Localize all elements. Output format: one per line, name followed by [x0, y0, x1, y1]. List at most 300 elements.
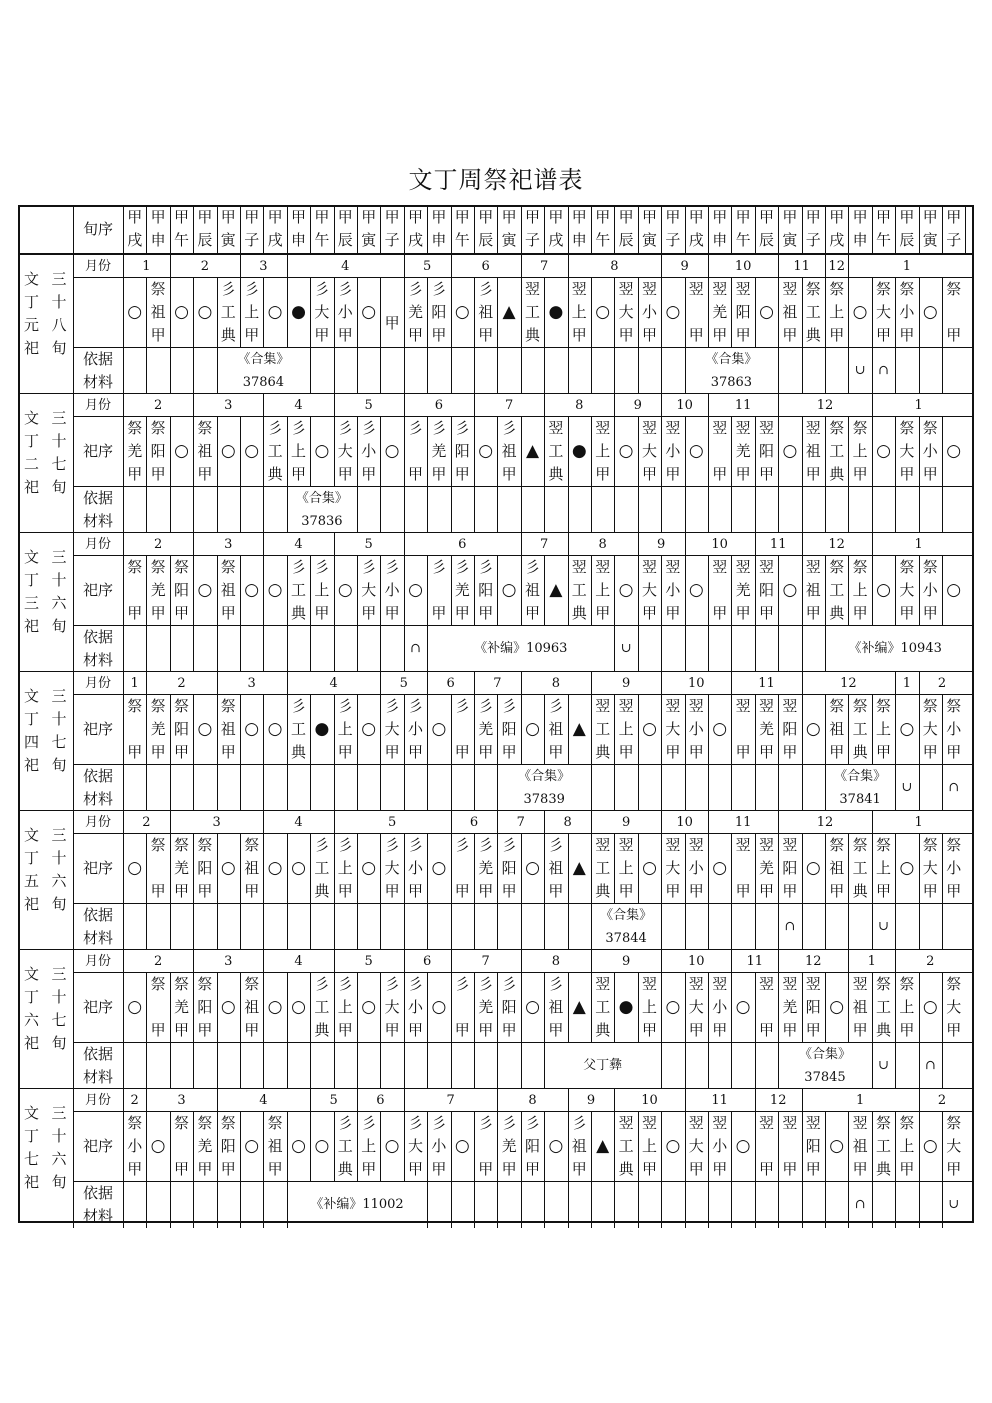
basis-column-line [217, 625, 218, 672]
month-label-text: 4 [294, 815, 303, 830]
basis-column-line [802, 486, 803, 533]
sequence-cell-text: 大 [946, 997, 962, 1016]
basis-column-line [497, 1042, 498, 1089]
basis-column-line [942, 486, 943, 533]
sequence-cell-text: 甲 [946, 1159, 962, 1178]
sequence-cell-text: 阳 [758, 580, 774, 599]
sequence-cell-text: ○ [150, 1135, 166, 1156]
block-title-left-text: 祀 [23, 1173, 39, 1191]
header-cell-text: 午 [735, 231, 751, 249]
sequence-cell-text: 彡 [454, 696, 470, 715]
sequence-cell [685, 694, 708, 764]
month-label [404, 255, 451, 277]
block-title-right-text: 旬 [51, 617, 67, 635]
sequence-cell-text: 工 [875, 997, 891, 1016]
month-label-text: 9 [657, 537, 666, 552]
header-cell-text: 戌 [127, 231, 143, 249]
basis-column-line [591, 347, 592, 394]
month-label [895, 950, 965, 972]
sequence-cell-text: ▲ [502, 301, 516, 322]
sequence-cell-text: 彡 [220, 279, 236, 298]
sequence-cell [755, 694, 778, 764]
sequence-cell-text: ○ [267, 301, 283, 322]
month-label [287, 672, 381, 694]
header-cell [287, 205, 310, 253]
sequence-cell [427, 972, 450, 1042]
month-label [123, 950, 193, 972]
basis-column-line [685, 1181, 686, 1228]
sequence-cell-text: 上 [618, 719, 634, 738]
sequence-cell-text: 工 [595, 719, 611, 738]
sequence-cell-text: 甲 [337, 742, 353, 761]
sequence-cell-text: 祭 [899, 557, 915, 576]
block-title-left-text: 丁 [23, 710, 39, 728]
header-cell-text: 甲 [805, 208, 821, 226]
sequence-cell-text: 大 [314, 302, 330, 321]
sequence-cell-text: 工 [829, 580, 845, 599]
sequence-cell [825, 277, 848, 347]
block-title-left [18, 824, 45, 916]
sequence-cell [825, 555, 848, 625]
sequence-cell [451, 555, 474, 625]
sequence-cell-text: ○ [478, 440, 494, 461]
sequence-cell [942, 694, 965, 764]
month-label [170, 255, 240, 277]
sequence-cell-text: 甲 [758, 881, 774, 900]
sequence-cell-text: 甲 [478, 603, 494, 622]
sequence-cell-text: 甲 [641, 603, 657, 622]
sequence-cell-text: 阳 [735, 302, 751, 321]
basis-column-line [357, 764, 358, 811]
sequence-cell-text: ○ [735, 1135, 751, 1156]
sequence-cell-text [755, 1135, 778, 1158]
sequence-cell-text: 大 [875, 302, 891, 321]
sequence-cell-text: 祖 [244, 997, 260, 1016]
sequence-cell-text: 彡 [244, 279, 260, 298]
sequence-cell-text [708, 440, 731, 463]
sequence-cell-text: 大 [688, 1136, 704, 1155]
header-cell [755, 205, 778, 253]
basis-source [544, 1042, 661, 1089]
sequence-cell [287, 972, 310, 1042]
sequence-cell [872, 972, 895, 1042]
sequence-cell [380, 416, 403, 486]
sequence-cell-text: 翌 [782, 974, 798, 993]
basis-column-line [638, 1181, 639, 1228]
month-label [357, 1089, 404, 1111]
sequence-cell [217, 277, 240, 347]
block-title-left-text: 丁 [23, 432, 39, 450]
basis-column-line [404, 764, 405, 811]
sequence-cell-text: 甲 [173, 1159, 189, 1178]
sequence-cell-text: ○ [946, 440, 962, 461]
sequence-cell [614, 833, 637, 903]
row-label-month [73, 1089, 123, 1111]
sequence-cell-text: 甲 [501, 1159, 517, 1178]
month-label-text: 3 [177, 1093, 186, 1108]
basis-column-line [591, 486, 592, 533]
month-label-text: 6 [469, 815, 479, 830]
sequence-cell-text: ● [291, 301, 306, 322]
block-title-right-text: 三 [51, 1104, 67, 1122]
sequence-cell-text: 彡 [361, 418, 377, 437]
sequence-cell [731, 555, 754, 625]
header-cell-text: 辰 [197, 231, 213, 249]
sequence-cell-text: 上 [571, 302, 587, 321]
sequence-cell [380, 833, 403, 903]
sequence-cell [193, 833, 216, 903]
sequence-cell-text: 工 [524, 302, 540, 321]
month-label-text: 5 [329, 1093, 338, 1108]
sequence-cell-text: 甲 [735, 325, 751, 344]
sequence-cell [591, 277, 614, 347]
sequence-cell [755, 972, 778, 1042]
sequence-cell-text: ○ [618, 440, 634, 461]
basis-column-line [451, 486, 452, 533]
month-label [872, 394, 966, 416]
sequence-cell-text: 翌 [712, 418, 728, 437]
basis-column-line [170, 625, 171, 672]
month-label-text: 2 [200, 259, 210, 274]
sequence-cell-text: 甲 [407, 742, 423, 761]
basis-source-text: 《合集》 [518, 768, 571, 784]
sequence-cell [334, 1111, 357, 1181]
month-label [521, 672, 591, 694]
basis-source-text: ∩ [784, 919, 796, 934]
sequence-cell-text: 工 [314, 997, 330, 1016]
sequence-cell [310, 1111, 333, 1181]
sequence-cell-text: 上 [361, 1136, 377, 1155]
header-cell-text: 申 [712, 231, 728, 249]
basis-column-line [380, 1042, 381, 1089]
month-label-text: 5 [399, 676, 408, 691]
sequence-cell-text: 甲 [431, 603, 447, 622]
basis-source [872, 347, 895, 394]
sequence-cell-text: 翌 [735, 557, 751, 576]
row-label-basis-text: 依据 [82, 1183, 113, 1202]
sequence-cell-text: ▲ [596, 1135, 610, 1156]
sequence-cell-text: ○ [501, 579, 517, 600]
basis-column-line [731, 764, 732, 811]
sequence-cell [310, 555, 333, 625]
sequence-cell-text: 上 [337, 997, 353, 1016]
sequence-cell-text: 工 [618, 1136, 634, 1155]
month-label [123, 533, 193, 555]
month-label [240, 255, 287, 277]
sequence-cell-text: 甲 [501, 742, 517, 761]
basis-column-line [591, 764, 592, 811]
sequence-cell-text: 上 [875, 719, 891, 738]
sequence-cell-text: 祭 [875, 835, 891, 854]
month-label-text: 10 [711, 537, 728, 552]
sequence-cell [451, 416, 474, 486]
sequence-cell [731, 416, 754, 486]
sequence-cell-text: 小 [337, 302, 353, 321]
sequence-cell-text: ○ [291, 1135, 306, 1156]
sequence-cell-text: 甲 [197, 1020, 213, 1039]
sequence-cell-text: 大 [665, 858, 681, 877]
sequence-cell [614, 694, 637, 764]
month-label-text: 12 [769, 1093, 787, 1108]
basis-column-line [638, 486, 639, 533]
sequence-cell-text: 甲 [361, 464, 377, 483]
block-title-left-text: 丁 [23, 988, 39, 1006]
sequence-cell [357, 833, 380, 903]
basis-column-line [474, 347, 475, 394]
basis-column-line [895, 486, 896, 533]
basis-column-line [380, 347, 381, 394]
block-title-left-text: 二 [23, 455, 39, 473]
sequence-cell-text: 甲 [384, 881, 400, 900]
sequence-row-line [73, 347, 974, 348]
month-label [263, 950, 333, 972]
basis-source [287, 486, 357, 533]
basis-source [848, 1181, 871, 1228]
month-label [146, 1089, 216, 1111]
header-cell [872, 205, 895, 253]
row-label-basis-text: 依据 [82, 349, 113, 368]
sequence-cell-text: 工 [290, 719, 306, 738]
basis-column-line [755, 1042, 756, 1089]
sequence-cell [310, 972, 333, 1042]
header-cell [217, 205, 240, 253]
basis-column-line [825, 347, 826, 394]
sequence-cell-text: 阳 [758, 441, 774, 460]
row-label-basis [73, 903, 123, 950]
basis-column-line [170, 903, 171, 950]
sequence-cell-text: 羌 [735, 441, 751, 460]
sequence-cell-text: 彡 [267, 418, 283, 437]
basis-source [685, 347, 779, 394]
row-label-sequence [73, 694, 123, 764]
sequence-cell-text: 彡 [548, 835, 564, 854]
sequence-cell-text: 羌 [197, 1136, 213, 1155]
sequence-cell-text: 祖 [548, 997, 564, 1016]
sequence-cell [404, 277, 427, 347]
month-label-text: 5 [423, 259, 432, 274]
sequence-cell-text: 甲 [548, 742, 564, 761]
sequence-cell-text: ○ [665, 301, 681, 322]
basis-source-text: ∪ [878, 1058, 889, 1073]
sequence-cell [919, 1111, 942, 1181]
sequence-cell [778, 555, 801, 625]
basis-source [872, 1042, 895, 1089]
month-label [521, 950, 591, 972]
header-cell-text: 寅 [501, 231, 517, 249]
sequence-cell-text: 甲 [758, 1020, 774, 1039]
sequence-cell-text: 祖 [548, 858, 564, 877]
sequence-cell-text: 工 [852, 719, 868, 738]
sequence-cell-text: 甲 [290, 464, 306, 483]
month-label-text: 8 [551, 954, 561, 969]
sequence-cell [380, 277, 403, 347]
basis-column-line [404, 903, 405, 950]
month-label-text: 12 [805, 954, 822, 969]
sequence-cell-text: ○ [688, 579, 704, 600]
sequence-cell-text: 甲 [431, 325, 447, 344]
sequence-cell-text: 彡 [337, 696, 353, 715]
month-label-text: 5 [364, 398, 373, 413]
sequence-cell-text: 祭 [173, 557, 189, 576]
sequence-cell [919, 277, 942, 347]
header-column-line [965, 205, 966, 253]
sequence-cell-text: 祭 [946, 279, 962, 298]
month-label [193, 950, 263, 972]
basis-column-line [661, 903, 662, 950]
row-label-month [73, 533, 123, 555]
header-cell-text: 甲 [712, 208, 728, 226]
sequence-cell-text: 甲 [922, 881, 938, 900]
sequence-cell [521, 277, 544, 347]
sequence-cell [380, 694, 403, 764]
sequence-cell [146, 694, 169, 764]
basis-column-line [240, 1042, 241, 1089]
basis-column-line [755, 1181, 756, 1228]
sequence-cell [217, 972, 240, 1042]
sequence-cell-text: ○ [595, 301, 611, 322]
basis-column-line [778, 486, 779, 533]
sequence-cell-text: 祭 [244, 835, 260, 854]
sequence-cell [240, 555, 263, 625]
sequence-cell [310, 833, 333, 903]
sequence-cell-text: 甲 [431, 464, 447, 483]
block-title-left-text: 祀 [23, 339, 39, 357]
header-cell-text: 申 [150, 231, 166, 249]
sequence-cell-text: 彡 [478, 696, 494, 715]
basis-column-line [919, 347, 920, 394]
sequence-cell-text: 彡 [454, 974, 470, 993]
sequence-cell [310, 277, 333, 347]
header-cell [568, 205, 591, 253]
header-cell-text: 子 [805, 231, 821, 249]
sequence-cell-text: ○ [384, 1135, 400, 1156]
header-cell-text: 申 [431, 231, 447, 249]
basis-column-line [380, 486, 381, 533]
sequence-cell-text: 甲 [805, 603, 821, 622]
sequence-cell-text: 翌 [571, 279, 587, 298]
sequence-cell [357, 277, 380, 347]
sequence-cell-text: 羌 [173, 997, 189, 1016]
basis-column-line [731, 625, 732, 672]
sequence-cell-text: 羌 [712, 302, 728, 321]
sequence-cell-text: ○ [174, 440, 189, 461]
month-label [661, 394, 708, 416]
basis-column-line [451, 1181, 452, 1228]
basis-column-line [895, 1042, 896, 1089]
block-title-left [18, 407, 45, 499]
basis-column-line [263, 486, 264, 533]
block-title-right [45, 268, 73, 360]
sequence-cell-text: 翌 [712, 557, 728, 576]
sequence-cell-text: 羌 [758, 858, 774, 877]
sequence-cell-text: 翌 [665, 557, 681, 576]
sequence-row-line [73, 1181, 974, 1182]
sequence-cell-text: ○ [244, 1135, 260, 1156]
sequence-cell [451, 277, 474, 347]
sequence-cell-text: 翌 [735, 696, 751, 715]
sequence-cell [334, 277, 357, 347]
sequence-cell [614, 1111, 637, 1181]
header-cell-text: 甲 [267, 208, 283, 226]
header-cell [497, 205, 520, 253]
month-label [497, 811, 544, 833]
block-title-right-text: 三 [51, 826, 67, 844]
sequence-cell-text: 祖 [852, 1136, 868, 1155]
month-label-text: 6 [446, 676, 455, 691]
basis-column-line [310, 903, 311, 950]
sequence-cell [357, 555, 380, 625]
sequence-cell-text: 祭 [150, 557, 166, 576]
month-label-text: 2 [177, 676, 186, 691]
sequence-cell [614, 416, 637, 486]
sequence-cell-text: ○ [197, 718, 213, 739]
month-label [568, 1089, 615, 1111]
sequence-cell-text: 小 [899, 302, 915, 321]
sequence-cell-text: 甲 [501, 881, 517, 900]
month-label [802, 1089, 919, 1111]
basis-column-line [193, 903, 194, 950]
sequence-cell-text: 甲 [618, 325, 634, 344]
sequence-cell-text: 祭 [829, 279, 845, 298]
basis-column-line [334, 625, 335, 672]
sequence-cell-text: 甲 [337, 881, 353, 900]
basis-column-line [521, 1181, 522, 1228]
basis-column-line [848, 486, 849, 533]
sequence-cell-text: 祭 [150, 418, 166, 437]
month-label [568, 533, 638, 555]
basis-column-line [848, 903, 849, 950]
month-label-text: 11 [769, 537, 787, 552]
sequence-cell-text: 翌 [665, 696, 681, 715]
sequence-cell [568, 972, 591, 1042]
sequence-cell-text: 甲 [454, 603, 470, 622]
sequence-cell [872, 1111, 895, 1181]
block-title-right-text: 旬 [51, 339, 67, 357]
header-cell-text: 甲 [571, 208, 587, 226]
header-cell [240, 205, 263, 253]
sequence-cell [895, 277, 918, 347]
sequence-cell-text: 甲 [899, 464, 915, 483]
sequence-cell [380, 972, 403, 1042]
sequence-cell-text: 翌 [758, 557, 774, 576]
header-cell-text: 甲 [127, 208, 143, 226]
basis-column-line [193, 486, 194, 533]
row-label-basis-text: 材料 [82, 928, 113, 947]
sequence-cell-text: 上 [852, 441, 868, 460]
sequence-cell-text: ○ [127, 996, 143, 1017]
sequence-cell-text: 祭 [899, 1113, 915, 1132]
sequence-cell-text: 祭 [267, 1113, 283, 1132]
sequence-cell-text: 翌 [688, 1113, 704, 1132]
month-label [661, 672, 731, 694]
sequence-cell-text: 祭 [173, 974, 189, 993]
sequence-cell-text: 甲 [407, 1020, 423, 1039]
sequence-cell [848, 972, 871, 1042]
sequence-cell-text: 大 [337, 441, 353, 460]
sequence-cell [404, 694, 427, 764]
sequence-cell-text: 小 [431, 1136, 447, 1155]
sequence-cell [895, 972, 918, 1042]
sequence-cell-text: 小 [922, 441, 938, 460]
sequence-cell [240, 833, 263, 903]
sequence-cell-text: 小 [688, 719, 704, 738]
sequence-cell-text: 翌 [618, 279, 634, 298]
basis-column-line [380, 903, 381, 950]
sequence-cell [287, 555, 310, 625]
sequence-cell [848, 1111, 871, 1181]
row-label-sequence [73, 555, 123, 625]
basis-column-line [544, 486, 545, 533]
